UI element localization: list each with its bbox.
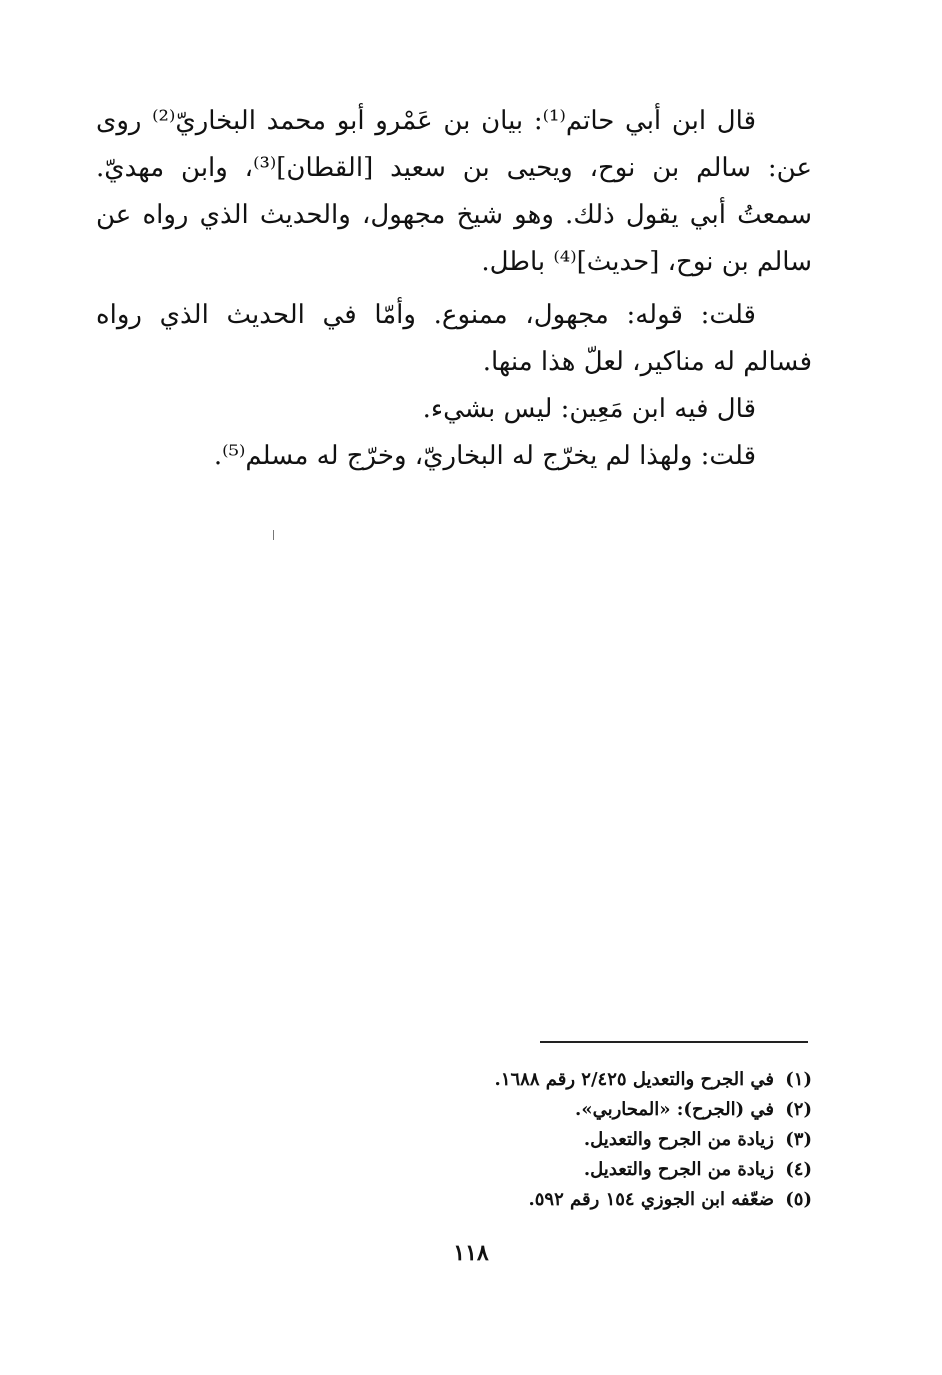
paragraph-ibn-main-quote: قال فيه ابن مَعِين: ليس بشيء. (422, 394, 756, 424)
footnote-item (212, 1095, 812, 1125)
paragraph-conclusion: قلت: ولهذا لم يخرّج له البخاريّ، وخرّج له مسلم⁽⁵⁾. (213, 441, 756, 471)
footnote-item (212, 1125, 812, 1155)
footnotes (212, 1065, 812, 1215)
footnote-divider (540, 1041, 808, 1043)
footnote-item (212, 1155, 812, 1185)
footnote-text: ضعّفه ابن الجوزي ١٥٤ رقم ٥٩٢. (528, 1189, 774, 1210)
footnote-number: (٤) (785, 1159, 812, 1180)
page-number: ١١٨ (453, 1240, 489, 1266)
footnote-number: (٥) (785, 1189, 812, 1210)
footnote-text: في الجرح والتعديل ٢/٤٢٥ رقم ١٦٨٨. (494, 1069, 774, 1090)
footnote-text: زيادة من الجرح والتعديل. (583, 1129, 774, 1150)
footnote-number: (٢) (785, 1099, 812, 1120)
scan-speck (273, 530, 274, 540)
footnote-item (212, 1065, 812, 1095)
footnote-text: زيادة من الجرح والتعديل. (583, 1159, 774, 1180)
paragraph-ibn-abi-hatim-quote: قال ابن أبي حاتم⁽¹⁾: بيان بن عَمْرو أبو محمد البخاريّ⁽²⁾ روى عن: سالم بن نوح، ويحيى بن سعيد [القطان]⁽³⁾، وابن مهديّ. سمعتُ أبي يقول ذلك. وهو شيخ مجهول، والحديث الذي رواه عن سالم بن نوح، [حديث]⁽⁴⁾ باطل. (96, 106, 812, 277)
footnote-number: (٣) (785, 1129, 812, 1150)
footnote-text: في (الجرح): «المحاربي». (575, 1099, 774, 1120)
footnote-item (212, 1185, 812, 1215)
main-text (96, 98, 812, 480)
paragraph-author-comment: قلت: قوله: مجهول، ممنوع. وأمّا في الحديث الذي رواه فسالم له مناكير، لعلّ هذا منها. (96, 300, 812, 377)
footnote-number: (١) (785, 1069, 812, 1090)
